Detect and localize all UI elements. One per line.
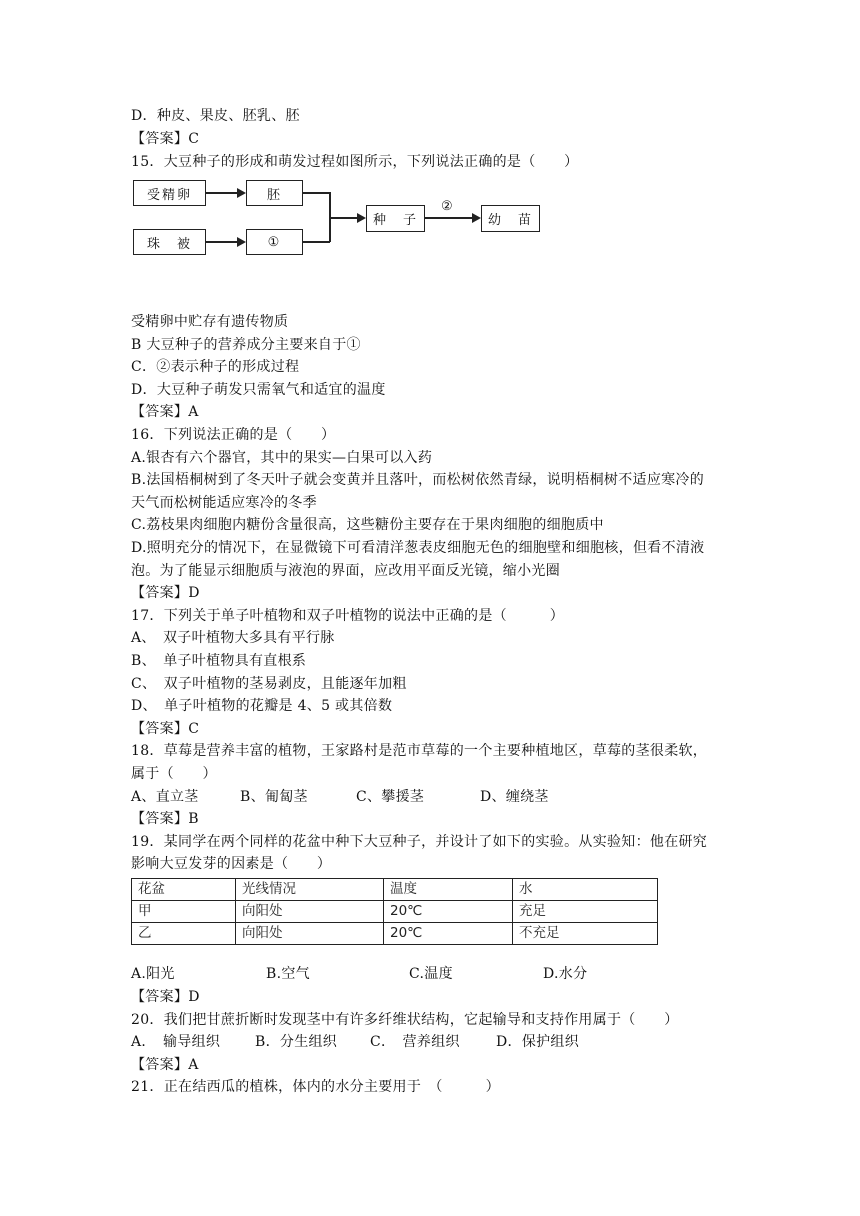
q20-option-b: B．分生组织 xyxy=(255,1034,338,1050)
diagram-marker2-label: ② xyxy=(441,199,453,214)
q18-answer: 【答案】B xyxy=(131,811,199,827)
diagram-embryo-box: 胚 xyxy=(246,180,303,206)
arrowhead-icon xyxy=(237,237,246,247)
q21-stem: 21．正在结西瓜的植株，体内的水分主要用于 （ ） xyxy=(131,1079,500,1095)
q18-stem-line2: 属于（ ） xyxy=(131,766,217,782)
q18-option-c: C、攀援茎 xyxy=(356,789,425,805)
q20-option-a: A． 输导组织 xyxy=(131,1034,221,1050)
q19-option-d: D.水分 xyxy=(543,966,588,982)
q17-option-c: C、 双子叶植物的茎易剥皮，且能逐年加粗 xyxy=(131,676,407,692)
q16-option-a: A.银杏有六个器官，其中的果实—白果可以入药 xyxy=(131,450,433,466)
q17-answer: 【答案】C xyxy=(131,721,200,737)
table-header-cell: 花盆 xyxy=(132,879,236,901)
q17-stem: 17．下列关于单子叶植物和双子叶植物的说法中正确的是（ ） xyxy=(131,608,565,624)
q15-option-a: 受精卵中贮存有遗传物质 xyxy=(131,314,289,330)
q15-option-c: C．②表示种子的形成过程 xyxy=(131,359,300,375)
q15-answer: 【答案】A xyxy=(131,404,199,420)
table-cell: 20℃ xyxy=(384,901,513,923)
q18-option-d: D、缠绕茎 xyxy=(480,789,549,805)
q20-answer: 【答案】A xyxy=(131,1057,199,1073)
q15-option-d: D．大豆种子萌发只需氧气和适宜的温度 xyxy=(131,382,386,398)
q19-option-a: A.阳光 xyxy=(131,966,175,982)
arrowhead-icon xyxy=(472,213,481,223)
table-cell: 20℃ xyxy=(384,923,513,945)
connector-line xyxy=(303,192,330,194)
table-cell: 甲 xyxy=(132,901,236,923)
q14-answer: 【答案】C xyxy=(131,131,200,147)
q15-option-b: B 大豆种子的营养成分主要来自于① xyxy=(131,337,361,353)
q16-option-d-line1: D.照明充分的情况下，在显微镜下可看清洋葱表皮细胞无色的细胞壁和细胞核，但看不清液 xyxy=(131,540,705,556)
table-header-cell: 光线情况 xyxy=(236,879,384,901)
arrow-integument-to-marker1 xyxy=(206,241,237,243)
q20-stem: 20．我们把甘蔗折断时发现茎中有许多纤维状结构，它起输导和支持作用属于（ ） xyxy=(131,1012,679,1028)
q19-option-c: C.温度 xyxy=(409,966,453,982)
q18-option-a: A、直立茎 xyxy=(131,789,199,805)
q19-answer: 【答案】D xyxy=(131,989,200,1005)
arrow-to-seed xyxy=(329,217,357,219)
table-row xyxy=(132,901,658,923)
q16-stem: 16．下列说法正确的是（ ） xyxy=(131,427,336,443)
q17-option-a: A、 双子叶植物大多具有平行脉 xyxy=(131,630,335,646)
q16-option-b-line2: 天气而松树能适应寒冷的冬季 xyxy=(131,495,317,511)
q16-option-b-line1: B.法国梧桐树到了冬天叶子就会变黄并且落叶，而松树依然青绿，说明梧桐树不适应寒冷的 xyxy=(131,472,705,488)
q18-stem-line1: 18．草莓是营养丰富的植物，王家路村是范市草莓的一个主要种植地区，草莓的茎很柔软， xyxy=(131,743,708,759)
q16-option-c: C.荔枝果肉细胞内糖份含量很高，这些糖份主要存在于果肉细胞的细胞质中 xyxy=(131,517,604,533)
diagram-fertilized-egg-box: 受精卵 xyxy=(133,180,206,206)
diagram-seed-box: 种 子 xyxy=(366,205,425,232)
arrowhead-icon xyxy=(237,188,246,198)
arrow-egg-to-embryo xyxy=(206,192,237,194)
table-cell: 向阳处 xyxy=(236,923,384,945)
q15-stem: 15．大豆种子的形成和萌发过程如图所示，下列说法正确的是（ ） xyxy=(131,154,579,170)
table-cell: 乙 xyxy=(132,923,236,945)
q16-option-d-line2: 泡。为了能显示细胞质与液泡的界面，应改用平面反光镜，缩小光圈 xyxy=(131,563,560,579)
diagram-marker1-box: ① xyxy=(246,229,303,255)
q17-option-d: D、 单子叶植物的花瓣是 4、5 或其倍数 xyxy=(131,698,393,714)
q17-option-b: B、 单子叶植物具有直根系 xyxy=(131,653,307,669)
table-cell: 向阳处 xyxy=(236,901,384,923)
table-row xyxy=(132,923,658,945)
q18-option-b: B、匍匐茎 xyxy=(240,789,308,805)
diagram-seedling-box: 幼 苗 xyxy=(481,205,540,232)
table-header-row xyxy=(132,879,658,901)
q19-experiment-table xyxy=(131,878,658,945)
q16-answer: 【答案】D xyxy=(131,585,200,601)
arrowhead-icon xyxy=(357,213,366,223)
table-cell: 充足 xyxy=(513,901,658,923)
q19-stem-line2: 影响大豆发芽的因素是（ ） xyxy=(131,856,332,872)
arrow-seed-to-seedling xyxy=(425,217,472,219)
q19-stem-line1: 19．某同学在两个同样的花盆中种下大豆种子，并设计了如下的实验。从实验知：他在研究 xyxy=(131,834,708,850)
q19-option-b: B.空气 xyxy=(266,966,310,982)
table-cell: 不充足 xyxy=(513,923,658,945)
q20-option-d: D．保护组织 xyxy=(496,1034,580,1050)
diagram-integument-box: 珠 被 xyxy=(133,229,206,255)
connector-line xyxy=(303,241,330,243)
table-header-cell: 水 xyxy=(513,879,658,901)
q20-option-c: C． 营养组织 xyxy=(370,1034,460,1050)
q14-option-d: D．种皮、果皮、胚乳、胚 xyxy=(131,108,300,124)
table-header-cell: 温度 xyxy=(384,879,513,901)
